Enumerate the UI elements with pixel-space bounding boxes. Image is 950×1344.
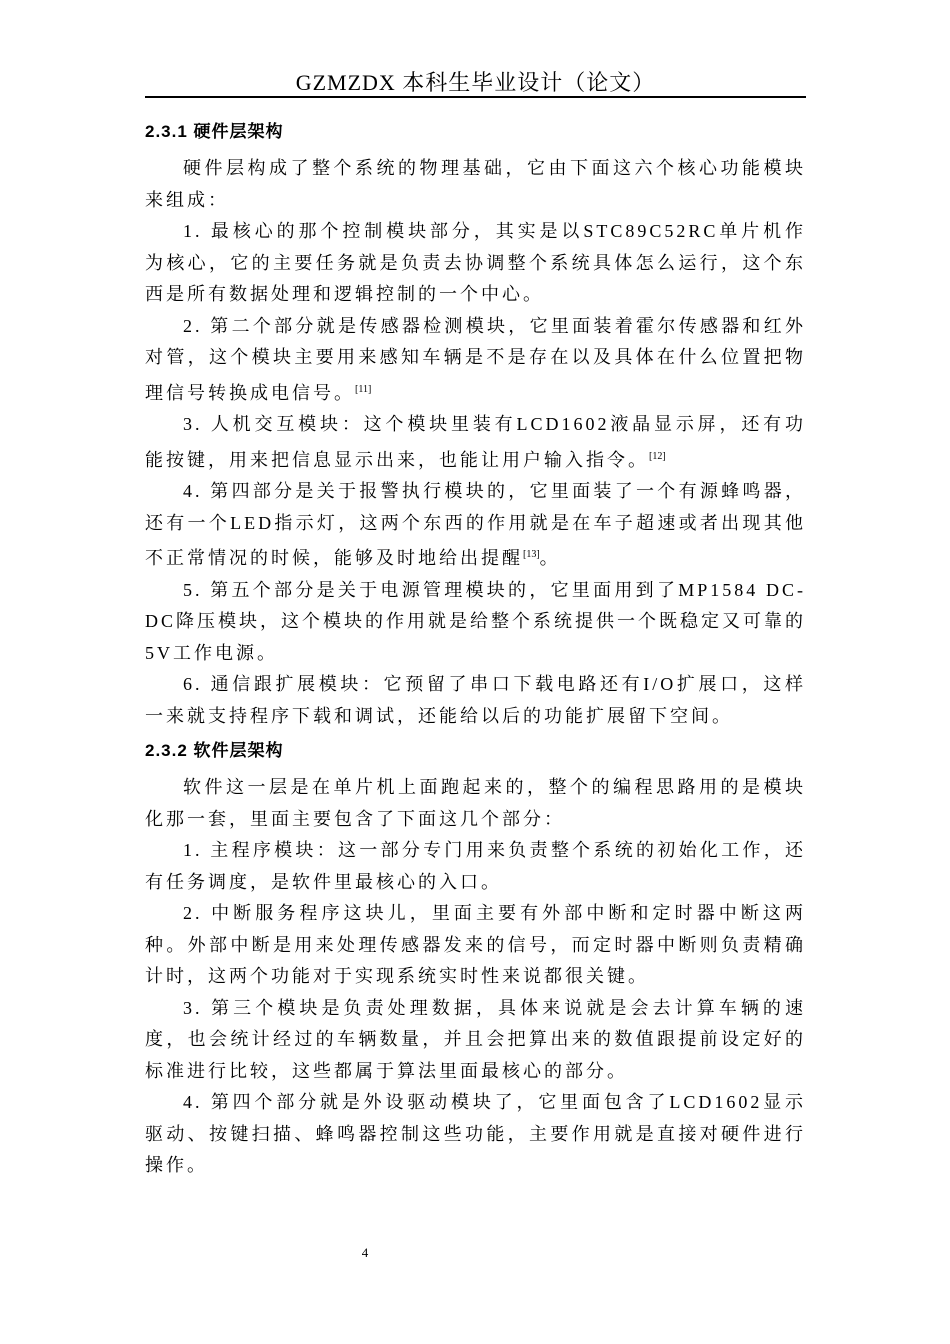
citation-marker: [11] [355, 383, 372, 395]
page-number: 4 [361, 1245, 369, 1260]
page-header-title: GZMZDX 本科生毕业设计（论文） [295, 70, 656, 95]
paragraph-text: 3. 人机交互模块：这个模块里装有LCD1602液晶显示屏，还有功能按键，用来把信息显示出来，也能让用户输入指令。 [145, 414, 806, 470]
citation-marker: [12] [649, 450, 666, 462]
software-item-paragraph: 2. 中断服务程序这块儿，里面主要有外部中断和定时器中断这两种。外部中断是用来处理传感器发来的信号，而定时器中断则负责精确计时，这两个功能对于实现系统实时性来说都很关键。 [145, 903, 806, 986]
paragraph-text-tail: 。 [539, 548, 561, 568]
section-number: 2.3.1 [145, 122, 188, 141]
paragraph-text: 1. 最核心的那个控制模块部分，其实是以STC89C52RC单片机作为核心，它的主要任务就是负责去协调整个系统具体怎么运行，这个东西是所有数据处理和逻辑控制的一个中心。 [145, 221, 806, 304]
section-title: 软件层架构 [193, 741, 284, 760]
page-content [145, 113, 806, 1182]
section-title: 硬件层架构 [193, 122, 284, 141]
paragraph-text: 6. 通信跟扩展模块：它预留了串口下载电路还有I/O扩展口，这样一来就支持程序下载和调试，还能给以后的功能扩展留下空间。 [145, 674, 806, 726]
hardware-item-paragraph [145, 216, 806, 311]
hardware-intro-paragraph: 硬件层构成了整个系统的物理基础，它由下面这六个核心功能模块来组成： [145, 158, 806, 210]
hardware-item-paragraph [145, 409, 806, 476]
header-rule [145, 96, 806, 98]
citation-marker: [13] [523, 549, 540, 560]
software-item-paragraph: 3. 第三个模块是负责处理数据，具体来说就是会去计算车辆的速度，也会统计经过的车辆数量，并且会把算出来的数值跟提前设定好的标准进行比较，这些都属于算法里面最核心的部分。 [145, 997, 806, 1081]
software-intro-paragraph: 软件这一层是在单片机上面跑起来的，整个的编程思路用的是模块化那一套，里面主要包含了下面这几个部分： [145, 777, 806, 829]
section-number: 2.3.2 [145, 741, 188, 760]
paragraph-text: 4. 第四部分是关于报警执行模块的，它里面装了一个有源蜂鸣器，还有一个LED指示灯，这两个东西的作用就是在车子超速或者出现其他不正常情况的时候，能够及时地给出提醒 [145, 481, 806, 568]
section-heading-software [145, 736, 806, 766]
hardware-item-paragraph [145, 575, 806, 670]
software-item-paragraph: 1. 主程序模块：这一部分专门用来负责整个系统的初始化工作，还有任务调度，是软件里最核心的入口。 [145, 840, 806, 892]
software-item-paragraph: 4. 第四个部分就是外设驱动模块了，它里面包含了LCD1602显示驱动、按键扫描、蜂鸣器控制这些功能，主要作用就是直接对硬件进行操作。 [145, 1092, 806, 1175]
paragraph-text: 5. 第五个部分是关于电源管理模块的，它里面用到了MP1584 DC-DC降压模块，这个模块的作用就是给整个系统提供一个既稳定又可靠的5V工作电源。 [145, 579, 807, 663]
hardware-item-paragraph [145, 476, 806, 575]
hardware-item-paragraph [145, 311, 806, 410]
hardware-item-paragraph [145, 669, 806, 732]
paragraph-text: 2. 第二个部分就是传感器检测模块，它里面装着霍尔传感器和红外对管，这个模块主要用来感知车辆是不是存在以及具体在什么位置把物理信号转换成电信号。 [145, 315, 806, 403]
section-heading-hardware [145, 117, 806, 147]
